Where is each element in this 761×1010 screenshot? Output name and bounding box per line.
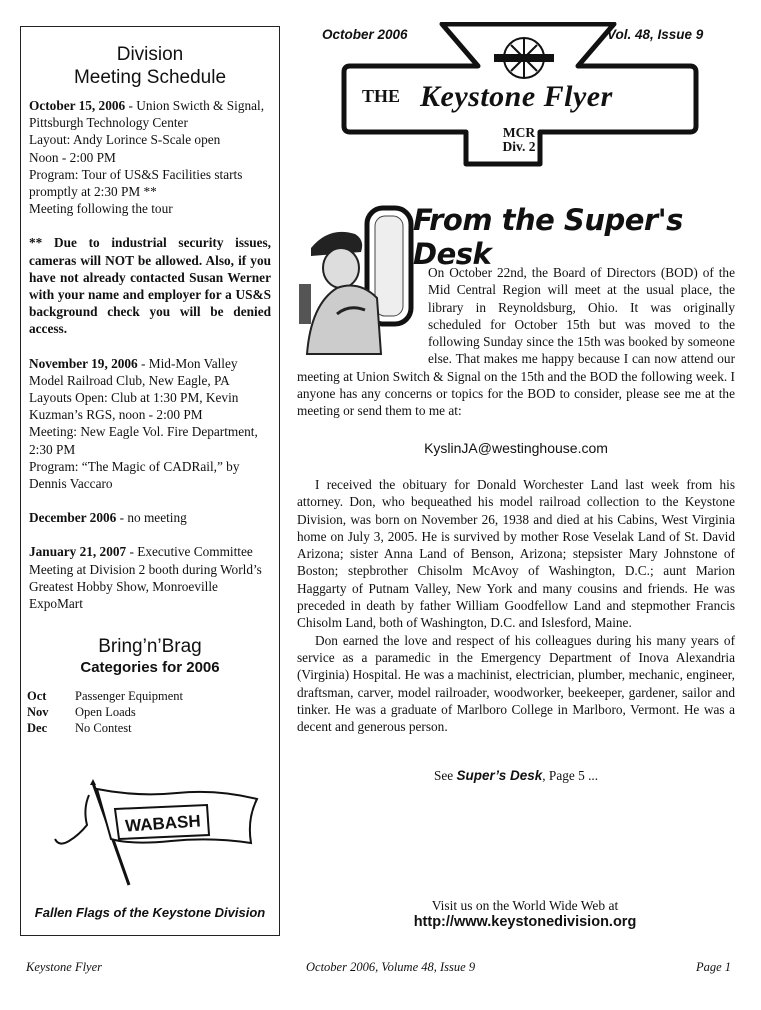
see-ref: Super’s Desk bbox=[456, 768, 543, 783]
categories-table bbox=[27, 688, 189, 736]
article-body bbox=[297, 476, 735, 735]
event-line: Program: Tour of US&S Facilities starts promptly at 2:30 PM ** bbox=[29, 166, 243, 200]
mcr-division-badge bbox=[494, 126, 544, 154]
event-text: - Union Swicth & Signal, Pittsburgh Technology Center bbox=[29, 98, 265, 131]
event-october bbox=[29, 97, 271, 217]
table-row bbox=[27, 720, 189, 736]
event-line: Meeting: New Eagle Vol. Fire Department, 2:30 PM bbox=[29, 424, 258, 457]
footer-center: October 2006, Volume 48, Issue 9 bbox=[306, 960, 476, 974]
paragraph-text: On October 22nd, the Board of Directors (BOD) of the Mid Central Region will meet at the usual place, the library in Reynoldsburg, Ohio. It was originally scheduled for October 15th but was moved to the following Sunday since the 15th was booked by someone else. That makes me happy because I can now attend our meeting at Union Switch & Signal on the 15th and the BOD the following week. I anyone has any concerns or topics for the BOD to consider, please see me at the meeting or send them to me at: bbox=[297, 265, 735, 419]
masthead-the: THE bbox=[362, 86, 401, 106]
event-text: - Mid-Mon Valley Model Railroad Club, New Eagle, PA bbox=[29, 355, 238, 388]
event-december bbox=[29, 509, 271, 526]
web-visit-text: Visit us on the World Wide Web at bbox=[431, 898, 619, 913]
page-number: Page 1 bbox=[696, 960, 732, 974]
article-title: From the Super's Desk bbox=[413, 203, 683, 271]
event-january bbox=[29, 543, 271, 612]
see-prefix: See bbox=[433, 768, 457, 783]
event-date: January 21, 2007 bbox=[29, 544, 127, 560]
event-date: October 15, 2006 bbox=[29, 98, 126, 113]
sidebar-heading-line1: Division bbox=[116, 44, 184, 65]
event-date: December 2006 bbox=[29, 510, 117, 526]
article-paragraph-2: I received the obituary for Donald Worchester Land last week from his attorney. Don, who bequeathed his model railroad collection to the Keystone Division, was born on November 26, 1938 and died at his Cabins, West Virginia home on July 3, 2005. He is survived by mother Rose Veselak Land of St. David Arizona; sister Anna Land of Benson, Arizona; stepsister Mary Johnstone of Boston; stepbrother Chisolm McAvoy of Washington, D.C.; aunt Marion Haggarty of Putnam Valley, New York and many cousins and friends. He was preceded in death by father William Goodfellow Land and stepmother Francis Chisolm Land, both of Washington, D.C. and Islesford, Maine. bbox=[297, 477, 735, 631]
wabash-flag-illustration bbox=[45, 775, 259, 887]
flag-caption: Fallen Flags of the Keystone Division bbox=[34, 905, 266, 920]
issue-volume: Vol. 48, Issue 9 bbox=[607, 27, 704, 42]
footer-left: Keystone Flyer bbox=[26, 960, 103, 974]
contact-email[interactable]: KyslinJA@westinghouse.com bbox=[424, 440, 608, 456]
continued-reference bbox=[297, 768, 735, 784]
event-text: - no meeting bbox=[116, 510, 187, 526]
category-cell: Open Loads bbox=[75, 705, 136, 720]
article-paragraph-3: Don earned the love and respect of his colleagues during his many years of service as a paramedic in the Emergency Department of Inova Alexandria (Virginia) Hospital. He was a machinist, electrician, plumber, mechanic, engineer, draftsman, carver, model railroader, woodworker, beekeeper, gardener, sailor and tinker. He was a graduate of Marlboro College in Marlboro, Vermont. He was a decent and generous person. bbox=[297, 632, 735, 735]
sidebar-heading-line2: Meeting Schedule bbox=[73, 67, 227, 88]
security-warning: ** Due to industrial security issues, cameras will NOT be allowed. Also, if you have not already contacted Susan Werner with your name and employer for a US&S background check you will be denied access. bbox=[29, 235, 271, 337]
bring-brag-subtitle: Categories for 2006 bbox=[80, 659, 220, 677]
table-row bbox=[27, 704, 189, 720]
event-line: Layout: Andy Lorince S-Scale open bbox=[29, 132, 221, 148]
article-paragraph-1 bbox=[297, 264, 735, 420]
category-cell: No Contest bbox=[75, 721, 132, 736]
event-text: - Executive Committee Meeting at Division 2 booth during World’s Greatest Hobby Show, Monroeville ExpoMart bbox=[29, 544, 262, 612]
event-date: November 19, 2006 bbox=[29, 355, 138, 371]
category-cell: Passenger Equipment bbox=[75, 689, 183, 704]
meeting-schedule-sidebar bbox=[20, 26, 280, 936]
mcr-label: MCR bbox=[502, 125, 536, 140]
event-line: Noon - 2:00 PM bbox=[29, 149, 116, 165]
website-link[interactable]: http://www.keystonedivision.org bbox=[413, 914, 637, 930]
flag-text: WABASH bbox=[124, 811, 202, 836]
table-row bbox=[27, 688, 189, 704]
event-november bbox=[29, 355, 271, 493]
month-cell: Oct bbox=[27, 689, 47, 704]
issue-date: October 2006 bbox=[322, 27, 408, 42]
month-cell: Nov bbox=[27, 705, 49, 720]
see-suffix: , Page 5 ... bbox=[542, 768, 599, 783]
event-line: Layouts Open: Club at 1:30 PM, Kevin Kuzman’s RGS, noon - 2:00 PM bbox=[29, 390, 239, 423]
newsletter-name: Keystone Flyer bbox=[420, 80, 613, 113]
div-label: Div. 2 bbox=[502, 139, 536, 154]
event-line: Meeting following the tour bbox=[29, 201, 173, 217]
sidebar-heading bbox=[21, 43, 279, 89]
event-line: Program: “The Magic of CADRail,” by Dennis Vaccaro bbox=[29, 458, 240, 492]
bring-brag-title: Bring’n’Brag bbox=[98, 636, 202, 658]
month-cell: Dec bbox=[27, 721, 48, 736]
